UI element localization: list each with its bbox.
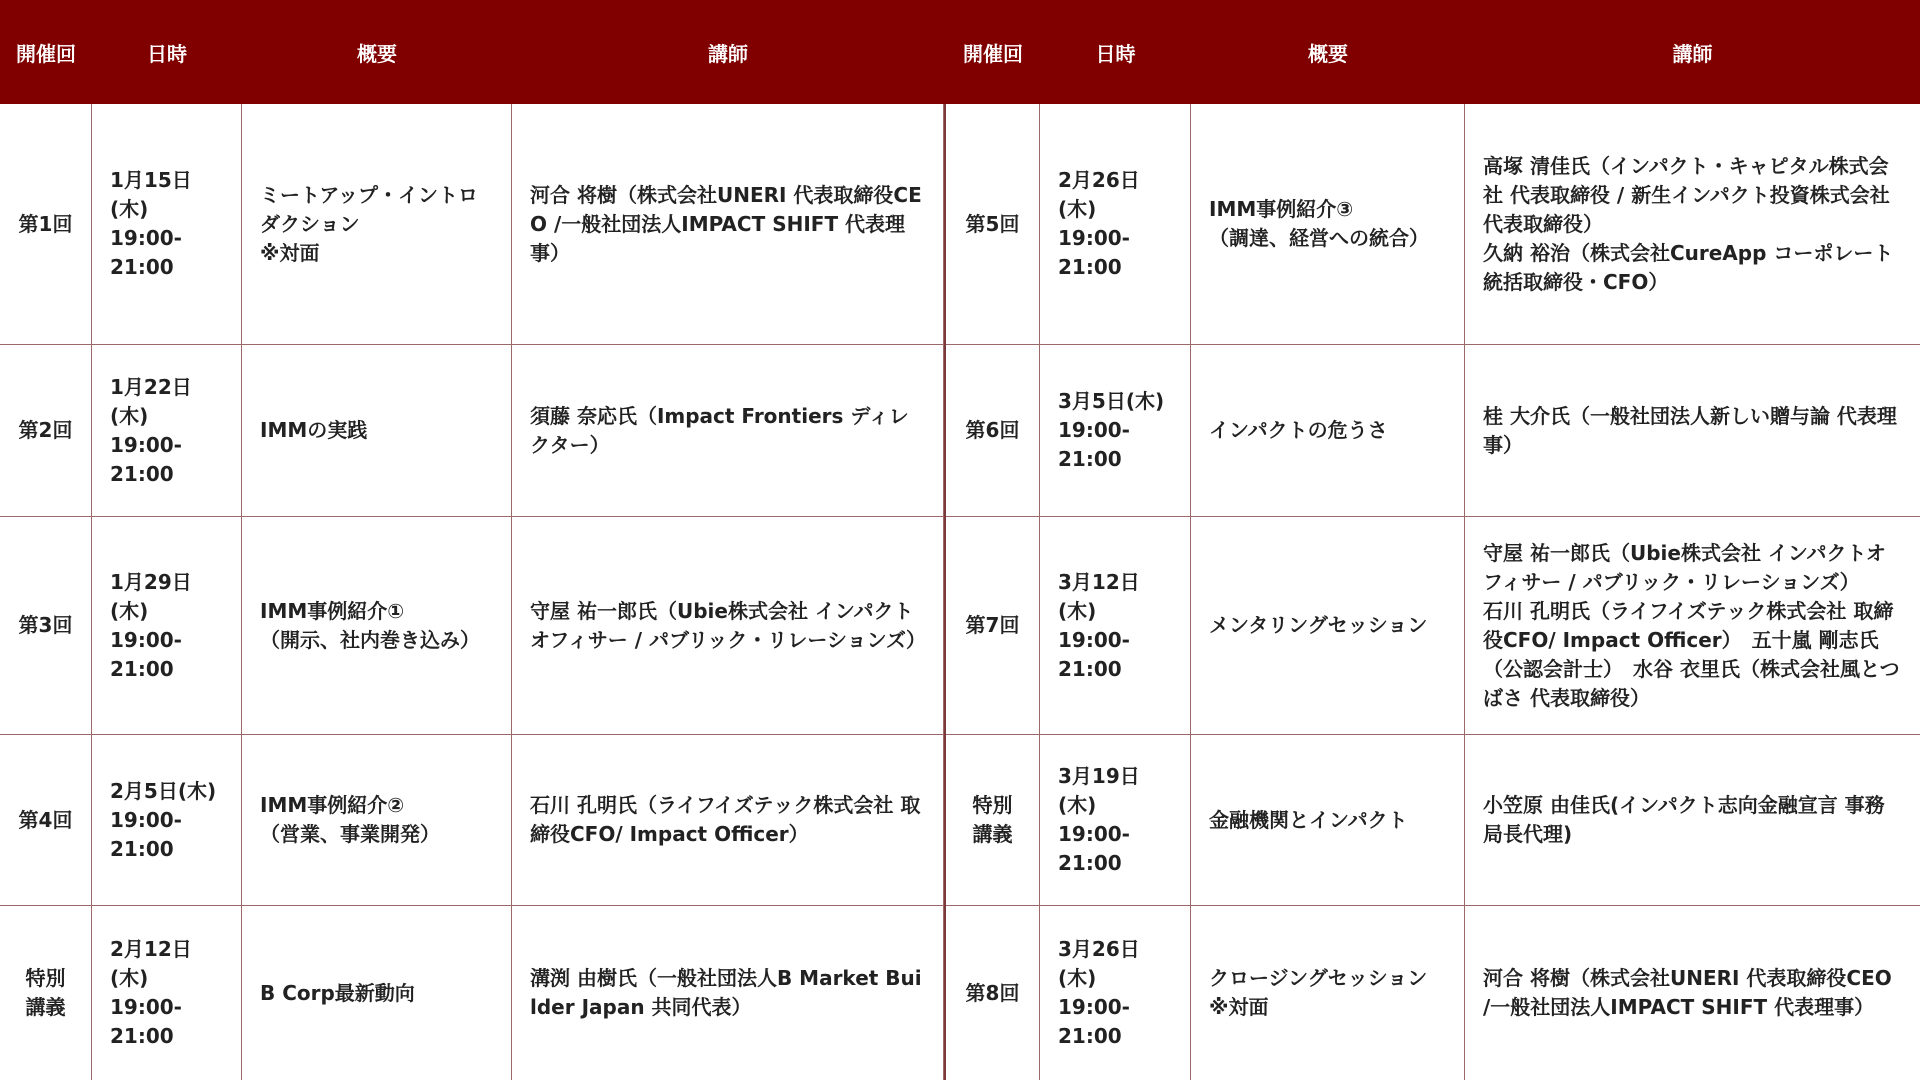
table-row bbox=[0, 517, 944, 735]
table-row bbox=[0, 104, 944, 345]
summary-cell: ミートアップ・イントロダクション ※対面 bbox=[242, 104, 512, 344]
summary-cell: インパクトの危うさ bbox=[1191, 345, 1465, 516]
lecturer-cell: 小笠原 由佳氏(インパクト志向金融宣言 事務局長代理) bbox=[1483, 793, 1885, 846]
session-cell: 第7回 bbox=[946, 517, 1040, 734]
right-table bbox=[946, 104, 1920, 1080]
summary-cell: 金融機関とインパクト bbox=[1191, 735, 1465, 905]
summary-cell: メンタリングセッション bbox=[1191, 517, 1465, 734]
header-datetime: 日時 bbox=[147, 41, 187, 66]
summary-cell: IMM事例紹介② （営業、事業開発） bbox=[242, 735, 512, 905]
session-cell: 特別 講義 bbox=[946, 735, 1040, 905]
lecturer-cell: 河合 将樹（株式会社UNERI 代表取締役CEO /一般社団法人IMPACT SHIFT 代表理事） bbox=[1483, 966, 1892, 1019]
table-row bbox=[0, 735, 944, 906]
table-row bbox=[946, 735, 1920, 906]
table-row bbox=[946, 104, 1920, 345]
table-row bbox=[0, 906, 944, 1080]
header-datetime-right: 日時 bbox=[1095, 41, 1136, 66]
session-cell: 特別 講義 bbox=[0, 906, 92, 1080]
header-session-right: 開催回 bbox=[963, 41, 1023, 66]
lecturer-cell: 河合 将樹（株式会社UNERI 代表取締役CEO /一般社団法人IMPACT SHIFT 代表理事） bbox=[512, 104, 944, 344]
schedule-table bbox=[0, 104, 1920, 1080]
left-table bbox=[0, 104, 944, 1080]
session-cell: 第3回 bbox=[0, 517, 92, 734]
datetime-cell: 1月15日 (木) 19:00- 21:00 bbox=[92, 104, 242, 344]
session-cell: 第6回 bbox=[946, 345, 1040, 516]
session-cell: 第5回 bbox=[946, 104, 1040, 344]
table-header bbox=[0, 0, 1920, 104]
datetime-cell: 2月5日(木) 19:00- 21:00 bbox=[92, 735, 242, 905]
table-row bbox=[0, 345, 944, 517]
lecturer-cell: 桂 大介氏（一般社団法人新しい贈与論 代表理事） bbox=[1483, 403, 1897, 457]
session-cell: 第8回 bbox=[946, 906, 1040, 1080]
summary-cell: クロージングセッション ※対面 bbox=[1191, 906, 1465, 1080]
datetime-cell: 1月22日 (木) 19:00- 21:00 bbox=[92, 345, 242, 516]
lecturer-cell: 須藤 奈応氏（Impact Frontiers ディレクター） bbox=[512, 345, 944, 516]
datetime-cell: 3月5日(木) 19:00- 21:00 bbox=[1040, 345, 1191, 516]
header-lecturer: 講師 bbox=[708, 41, 748, 66]
session-cell: 第2回 bbox=[0, 345, 92, 516]
datetime-cell: 3月26日 (木) 19:00- 21:00 bbox=[1040, 906, 1191, 1080]
datetime-cell: 3月12日 (木) 19:00- 21:00 bbox=[1040, 517, 1191, 734]
datetime-cell: 1月29日 (木) 19:00- 21:00 bbox=[92, 517, 242, 734]
lecturer-cell: 溝渕 由樹氏（一般社団法人B Market Builder Japan 共同代表） bbox=[512, 906, 944, 1080]
table-row bbox=[946, 906, 1920, 1080]
table-row bbox=[946, 517, 1920, 735]
summary-cell: IMMの実践 bbox=[242, 345, 512, 516]
summary-cell: IMM事例紹介③ （調達、経営への統合） bbox=[1191, 104, 1465, 344]
header-summary: 概要 bbox=[357, 41, 397, 66]
session-cell: 第1回 bbox=[0, 104, 92, 344]
lecturer-cell: 高塚 清佳氏（インパクト・キャピタル株式会社 代表取締役 / 新生インパクト投資株式会社 代表取締役） 久納 裕治（株式会社CureApp コーポレート統括取締役・CFO） bbox=[1483, 153, 1894, 294]
header-summary-right: 概要 bbox=[1308, 41, 1348, 66]
datetime-cell: 3月19日 (木) 19:00- 21:00 bbox=[1040, 735, 1191, 905]
lecturer-cell: 守屋 祐一郎氏（Ubie株式会社 インパクトオフィサー / パブリック・リレーションズ） bbox=[512, 517, 944, 734]
summary-cell: IMM事例紹介① （開示、社内巻き込み） bbox=[242, 517, 512, 734]
datetime-cell: 2月26日 (木) 19:00- 21:00 bbox=[1040, 104, 1191, 344]
summary-cell: B Corp最新動向 bbox=[242, 906, 512, 1080]
lecturer-cell: 守屋 祐一郎氏（Ubie株式会社 インパクトオフィサー / パブリック・リレーションズ） 石川 孔明氏（ライフイズテック株式会社 取締役CFO/ Impact Officer） 五十嵐 剛志氏（公認会計士） 水谷 衣里氏（株式会社風とつばさ 代表取締役） bbox=[1483, 540, 1900, 710]
session-cell: 第4回 bbox=[0, 735, 92, 905]
header-lecturer-right: 講師 bbox=[1672, 41, 1713, 66]
lecturer-cell: 石川 孔明氏（ライフイズテック株式会社 取締役CFO/ Impact Officer） bbox=[512, 735, 944, 905]
table-row bbox=[946, 345, 1920, 517]
datetime-cell: 2月12日 (木) 19:00- 21:00 bbox=[92, 906, 242, 1080]
header-session: 開催回 bbox=[16, 41, 76, 66]
